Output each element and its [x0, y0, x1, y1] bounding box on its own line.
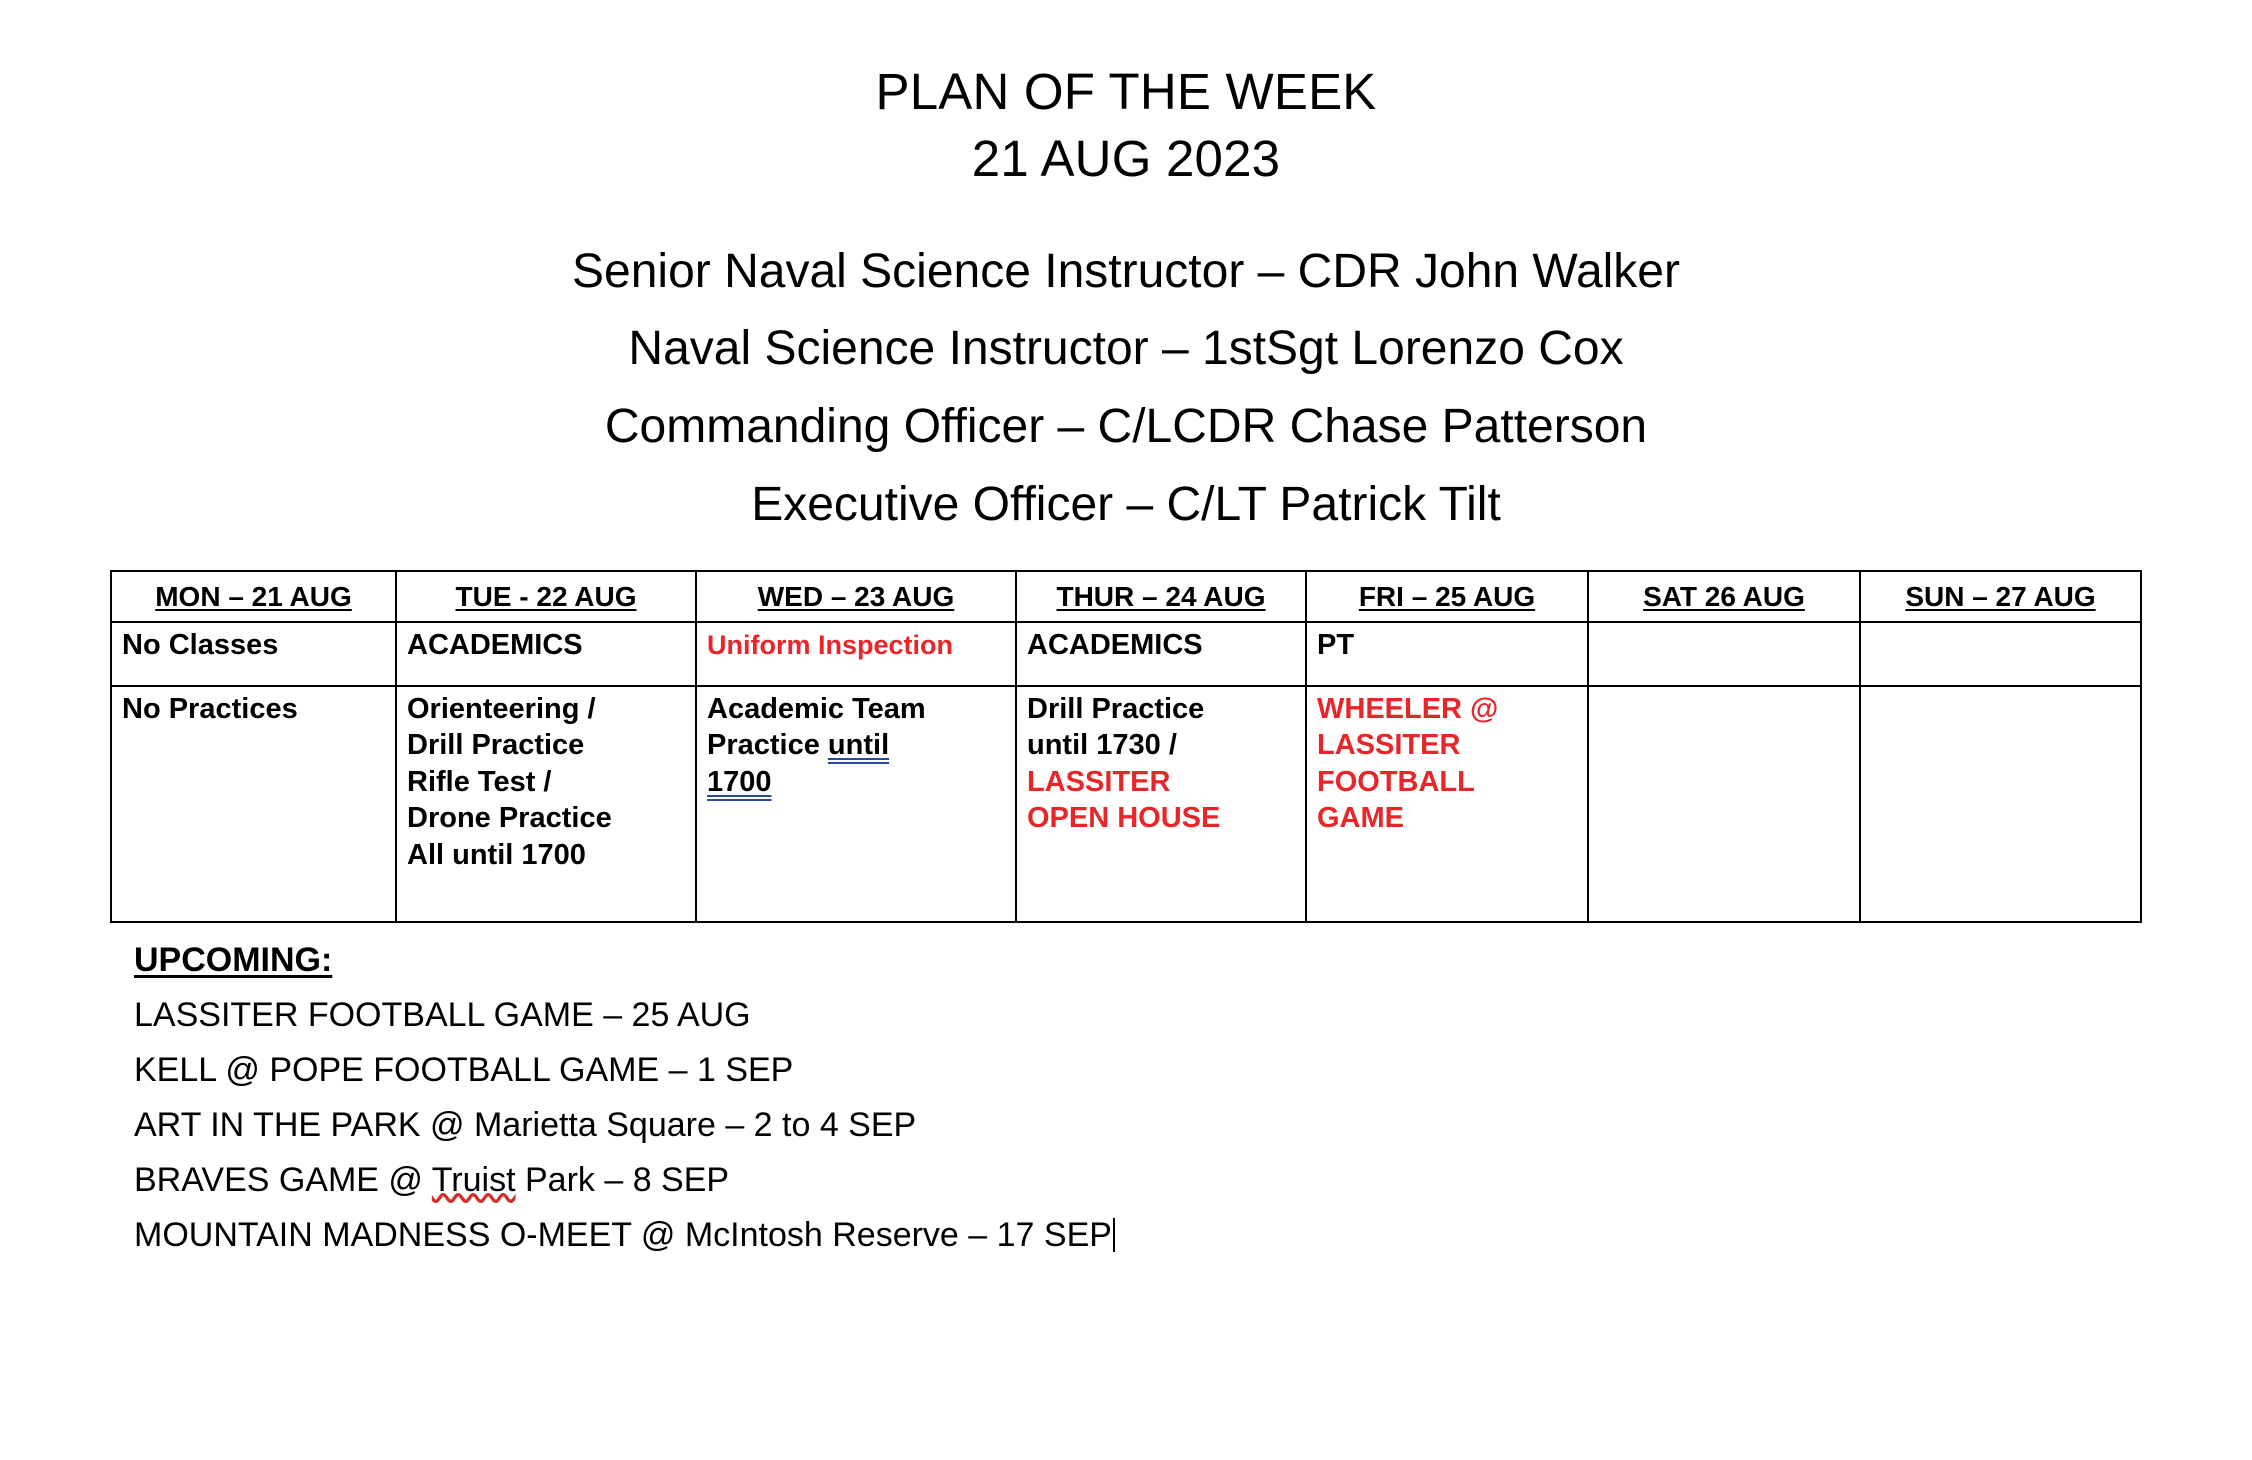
cell-sun-detail — [1860, 686, 2141, 922]
fri-detail-line-1: WHEELER @ — [1317, 692, 1499, 725]
upcoming-item-4 — [134, 1153, 2252, 1208]
column-header-thursday — [1016, 571, 1306, 622]
column-header-sunday — [1860, 571, 2141, 622]
cell-thur-detail — [1016, 686, 1306, 922]
upcoming-item-2: KELL @ POPE FOOTBALL GAME – 1 SEP — [134, 1051, 794, 1090]
table-row — [111, 686, 2141, 922]
roster-line-nsi: Naval Science Instructor – 1stSgt Lorenzo Cox — [628, 322, 1624, 376]
upcoming-item-4-tail: Park – 8 SEP — [515, 1161, 730, 1200]
cell-fri-main: PT — [1306, 622, 1588, 686]
fri-detail-line-2: LASSITER — [1317, 729, 1461, 762]
cell-mon-main: No Classes — [111, 622, 396, 686]
document-title-block — [0, 58, 2252, 193]
column-header-thursday-label: THUR – 24 AUG — [1056, 580, 1266, 612]
column-header-tuesday-label: TUE - 22 AUG — [455, 580, 637, 612]
upcoming-item-5 — [134, 1208, 2252, 1263]
cell-tue-detail — [396, 686, 696, 922]
weekly-schedule-table-wrap — [110, 570, 2142, 923]
column-header-friday-label: FRI – 25 AUG — [1358, 580, 1536, 612]
tue-detail-line-2: Drill Practice — [407, 729, 585, 762]
thur-detail-line-2: until 1730 / — [1027, 729, 1177, 762]
staff-roster — [0, 233, 2252, 544]
column-header-sunday-label: SUN – 27 AUG — [1905, 580, 2096, 612]
cell-mon-detail — [111, 686, 396, 922]
upcoming-item-4-head: BRAVES GAME @ — [134, 1161, 432, 1200]
roster-line-co: Commanding Officer – C/LCDR Chase Patterson — [604, 400, 1648, 454]
cell-sat-main — [1588, 622, 1860, 686]
column-header-saturday — [1588, 571, 1860, 622]
cell-tue-main: ACADEMICS — [396, 622, 696, 686]
weekly-schedule-table — [110, 570, 2142, 923]
tue-detail-line-5: All until 1700 — [407, 839, 586, 872]
text-cursor — [1113, 1218, 1115, 1252]
upcoming-events-section — [134, 933, 2252, 1263]
page-title: PLAN OF THE WEEK — [875, 63, 1377, 120]
cell-sat-detail — [1588, 686, 1860, 922]
roster-line-snsi: Senior Naval Science Instructor – CDR John Walker — [572, 244, 1680, 298]
wed-detail-practice-text: Practice — [707, 729, 828, 762]
upcoming-item-4-spellcheck-word: Truist — [431, 1161, 516, 1200]
thur-detail-line-3: LASSITER — [1027, 765, 1171, 798]
uniform-inspection-label: Uniform Inspection — [707, 629, 954, 660]
cell-fri-detail — [1306, 686, 1588, 922]
wed-detail-line-1: Academic Team — [707, 692, 926, 725]
roster-line-xo: Executive Officer – C/LT Patrick Tilt — [751, 477, 1501, 531]
upcoming-item-5-text: MOUNTAIN MADNESS O-MEET @ McIntosh Reserve – 17 SEP — [134, 1216, 1112, 1255]
upcoming-heading: UPCOMING: — [134, 940, 333, 979]
cell-thur-main: ACADEMICS — [1016, 622, 1306, 686]
column-header-wednesday-label: WED – 23 AUG — [757, 580, 955, 612]
column-header-wednesday — [696, 571, 1016, 622]
wed-detail-line-2 — [707, 727, 1005, 764]
wed-detail-until-spellcheck: until — [827, 729, 890, 762]
column-header-monday — [111, 571, 396, 622]
mon-detail-line-1: No Practices — [122, 692, 298, 725]
fri-detail-line-4: GAME — [1317, 802, 1404, 835]
cell-sun-main — [1860, 622, 2141, 686]
page-date: 21 AUG 2023 — [971, 130, 1281, 188]
column-header-friday — [1306, 571, 1588, 622]
thur-detail-line-1: Drill Practice — [1027, 692, 1205, 725]
cell-wed-main — [696, 622, 1016, 686]
cell-wed-detail — [696, 686, 1016, 922]
table-header-row — [111, 571, 2141, 622]
column-header-tuesday — [396, 571, 696, 622]
upcoming-item-1: LASSITER FOOTBALL GAME – 25 AUG — [134, 995, 751, 1034]
wed-detail-time-spellcheck: 1700 — [707, 765, 772, 798]
column-header-monday-label: MON – 21 AUG — [155, 580, 352, 612]
column-header-saturday-label: SAT 26 AUG — [1643, 580, 1805, 612]
upcoming-item-3: ART IN THE PARK @ Marietta Square – 2 to 4 SEP — [134, 1106, 917, 1145]
tue-detail-line-3: Rifle Test / — [407, 765, 552, 798]
document-page — [0, 58, 2252, 1460]
thur-detail-line-4: OPEN HOUSE — [1027, 802, 1221, 835]
fri-detail-line-3: FOOTBALL — [1317, 765, 1475, 798]
tue-detail-line-4: Drone Practice — [407, 802, 612, 835]
tue-detail-line-1: Orienteering / — [407, 692, 596, 725]
table-row — [111, 622, 2141, 686]
